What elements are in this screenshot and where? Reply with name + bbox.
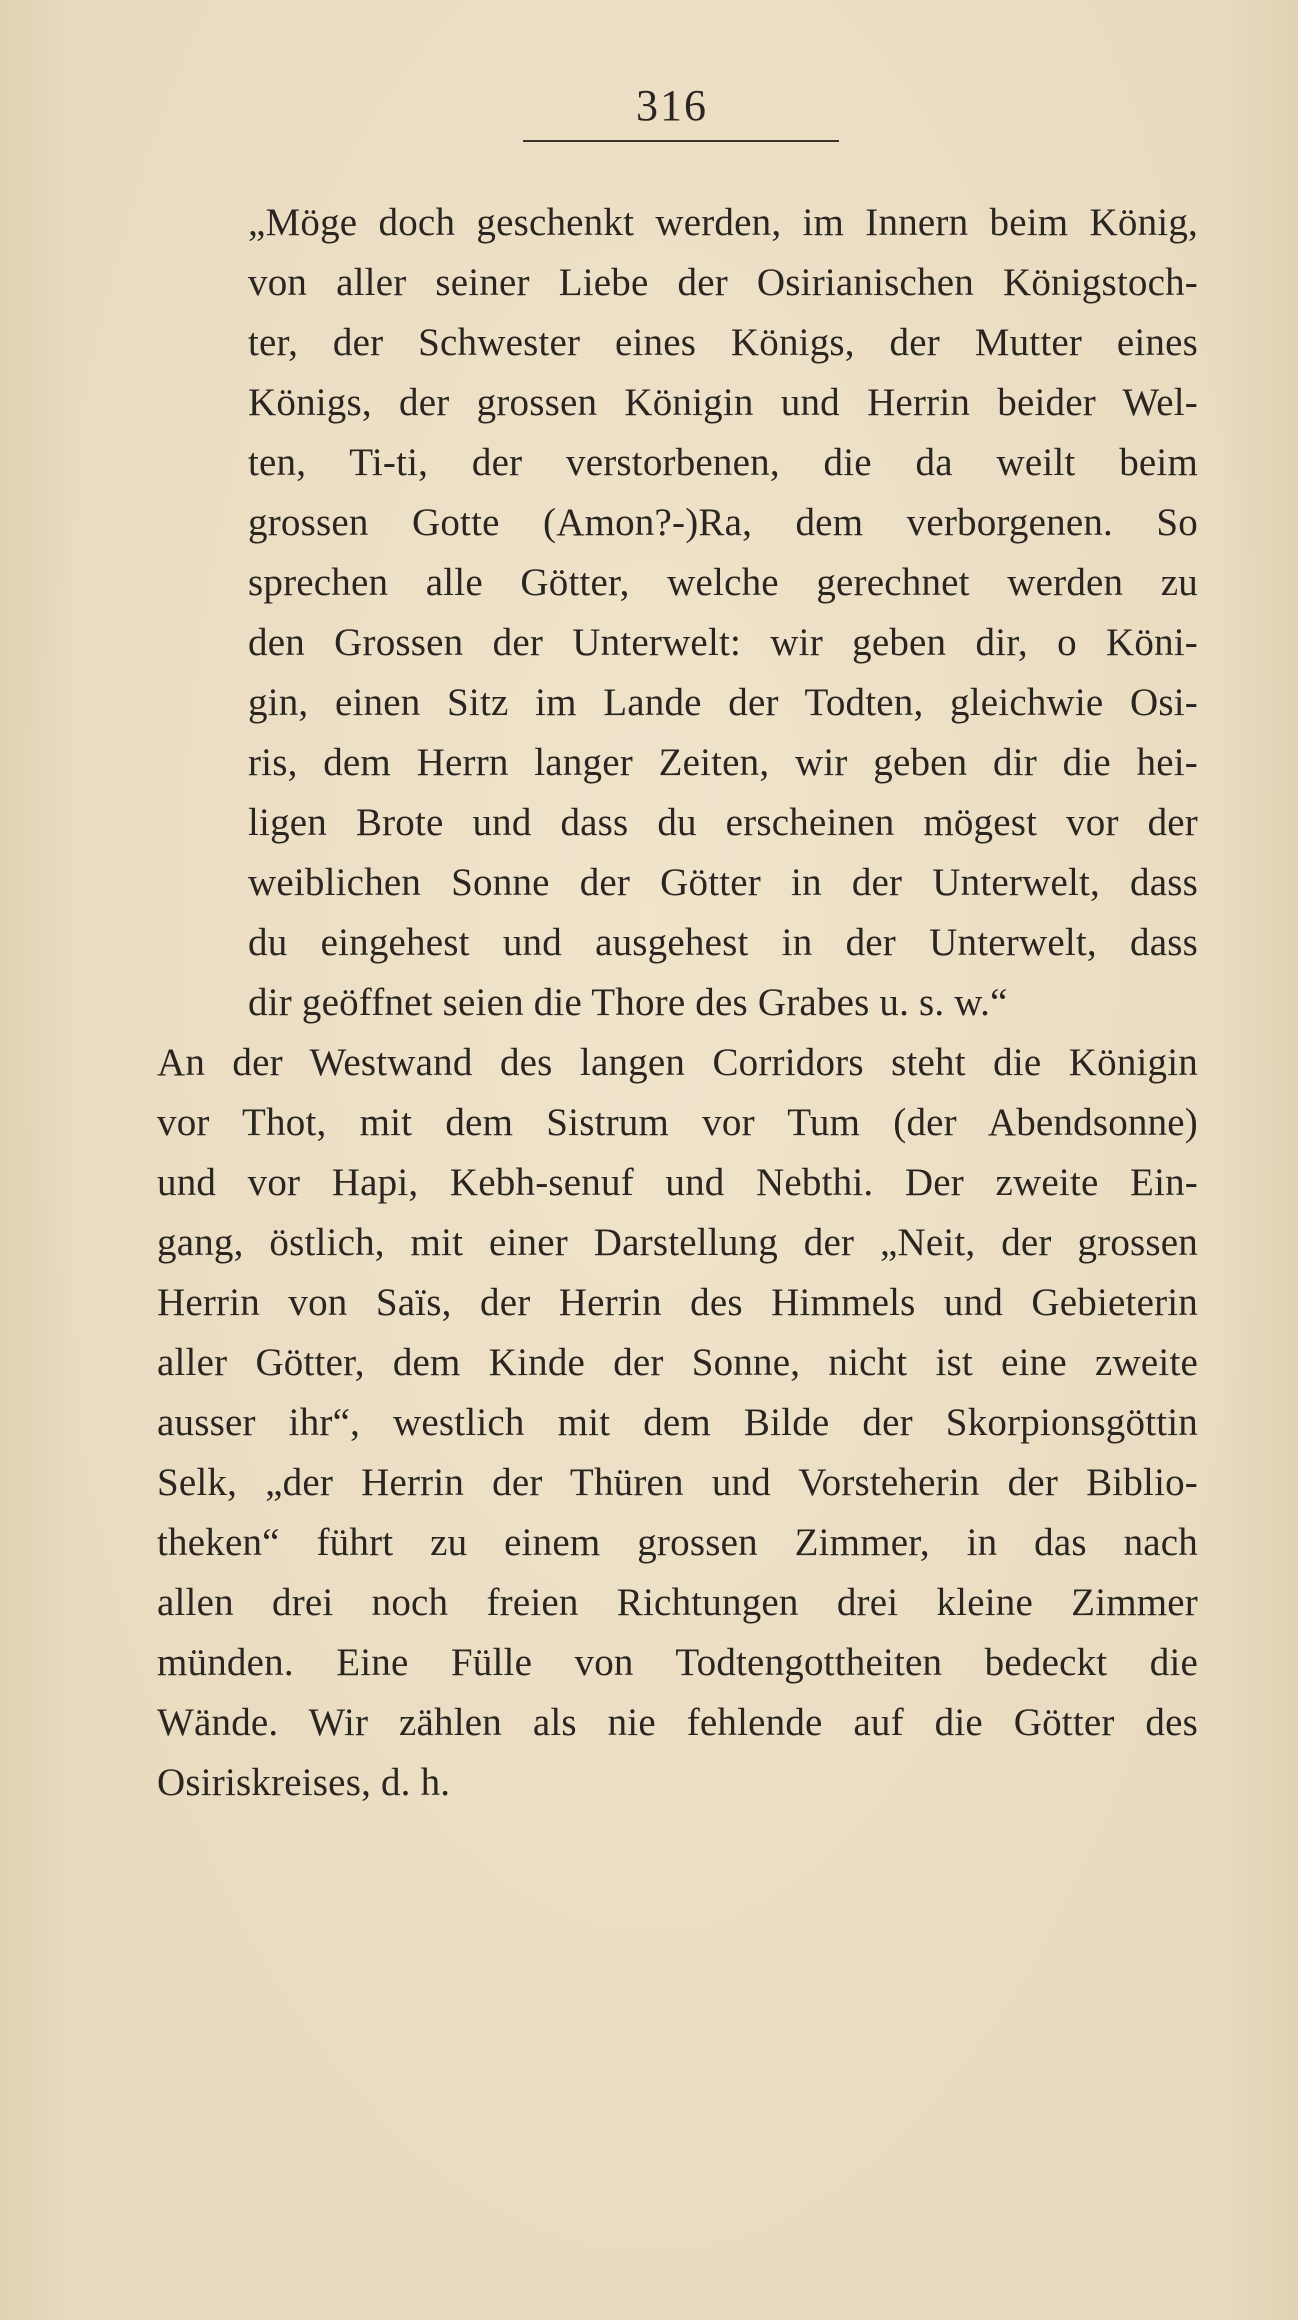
body-line: theken“ führt zu einem grossen Zimmer, in das nach [157, 1521, 1198, 1564]
body-line: gang, östlich, mit einer Darstellung der „Neit, der grossen [157, 1221, 1198, 1264]
quote-line: du eingehest und ausgehest in der Unterwelt, dass [248, 921, 1198, 964]
quote-line: von aller seiner Liebe der Osirianischen Königstoch- [248, 261, 1198, 304]
body-line: Osiriskreises, d. h. [157, 1761, 451, 1804]
page-number: 316 [636, 81, 708, 130]
body-line: und vor Hapi, Kebh-senuf und Nebthi. Der zweite Ein- [157, 1161, 1198, 1204]
body-line: allen drei noch freien Richtungen drei kleine Zimmer [157, 1581, 1198, 1624]
quote-line: Königs, der grossen Königin und Herrin beider Wel- [248, 381, 1198, 424]
quote-line: den Grossen der Unterwelt: wir geben dir, o Köni- [248, 621, 1198, 664]
quote-line: sprechen alle Götter, welche gerechnet werden zu [248, 561, 1198, 604]
quote-line: grossen Gotte (Amon?-)Ra, dem verborgenen. So [248, 501, 1198, 544]
quote-line: ter, der Schwester eines Königs, der Mutter eines [248, 321, 1198, 364]
body-line: An der Westwand des langen Corridors steht die Königin [157, 1041, 1198, 1084]
quote-line: ten, Ti-ti, der verstorbenen, die da weilt beim [248, 441, 1198, 484]
body-line: Herrin von Saïs, der Herrin des Himmels und Gebieterin [157, 1281, 1198, 1324]
header-rule [523, 140, 839, 142]
body-line: Wände. Wir zählen als nie fehlende auf die Götter des [157, 1701, 1198, 1744]
quote-line: weiblichen Sonne der Götter in der Unterwelt, dass [248, 861, 1198, 904]
body-line: münden. Eine Fülle von Todtengottheiten bedeckt die [157, 1641, 1198, 1684]
quote-line: gin, einen Sitz im Lande der Todten, gleichwie Osi- [248, 681, 1198, 724]
body-line: ausser ihr“, westlich mit dem Bilde der Skorpionsgöttin [157, 1401, 1198, 1444]
body-line: Selk, „der Herrin der Thüren und Vorsteherin der Biblio- [157, 1461, 1198, 1504]
quote-line: „Möge doch geschenkt werden, im Innern beim König, [248, 201, 1198, 244]
body-line: vor Thot, mit dem Sistrum vor Tum (der Abendsonne) [157, 1101, 1198, 1144]
quote-line: ligen Brote und dass du erscheinen mögest vor der [248, 801, 1198, 844]
body-line: aller Götter, dem Kinde der Sonne, nicht ist eine zweite [157, 1341, 1198, 1384]
quote-line: dir geöffnet seien die Thore des Grabes u. s. w.“ [248, 981, 1008, 1024]
quote-line: ris, dem Herrn langer Zeiten, wir geben dir die hei- [248, 741, 1198, 784]
